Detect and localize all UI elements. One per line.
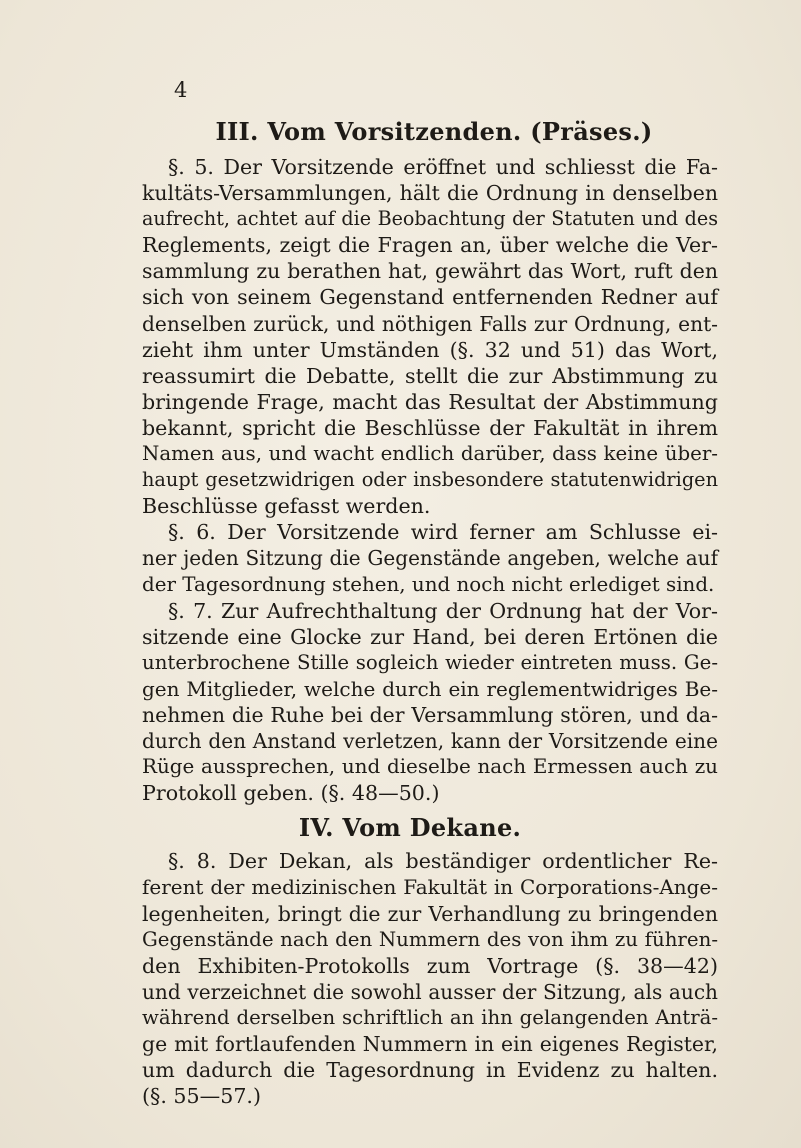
text-line: §. 8. Der Dekan, als beständiger ordentlicher Re-: [168, 849, 718, 874]
text-line: §. 7. Zur Aufrechthaltung der Ordnung hat der Vor-: [168, 598, 718, 623]
text-line: nehmen die Ruhe bei der Versammlung stören, und da-: [142, 702, 718, 727]
text-line: durch den Anstand verletzen, kann der Vorsitzende eine: [142, 729, 718, 754]
section-body-dekane: [142, 848, 718, 1109]
section-heading-vorsitzenden: III. Vom Vorsitzenden. (Präses.): [215, 117, 653, 146]
text-line: Rüge aussprechen, und dieselbe nach Ermessen auch zu: [142, 755, 718, 779]
text-line: sich von seinem Gegenstand entfernenden Redner auf: [142, 285, 718, 310]
text-line: denselben zurück, und nöthigen Falls zur Ordnung, ent-: [142, 311, 718, 336]
text-line: und verzeichnet die sowohl ausser der Sitzung, als auch: [142, 979, 718, 1004]
text-line: Protokoll geben. (§. 48—50.): [142, 781, 440, 806]
text-line: §. 6. Der Vorsitzende wird ferner am Schlusse ei-: [168, 520, 718, 545]
text-line: kultäts-Versammlungen, hält die Ordnung in denselben: [142, 181, 718, 206]
text-line: ner jeden Sitzung die Gegenstände angeben, welche auf: [142, 546, 718, 571]
text-line: Beschlüsse gefasst werden.: [142, 494, 431, 519]
text-line: der Tagesordnung stehen, und noch nicht erlediget sind.: [142, 572, 715, 596]
text-line: gen Mitglieder, welche durch ein reglementwidriges Be-: [142, 676, 718, 701]
text-line: §. 5. Der Vorsitzende eröffnet und schliesst die Fa-: [168, 155, 718, 179]
text-line: unterbrochene Stille sogleich wieder eintreten muss. Ge-: [142, 650, 718, 674]
text-line: ferent der medizinischen Fakultät in Corporations-Ange-: [142, 875, 718, 900]
text-line: haupt gesetzwidrigen oder insbesondere statutenwidrigen: [142, 468, 718, 492]
text-line: Gegenstände nach den Nummern des von ihm zu führen-: [142, 927, 718, 951]
text-line: Reglements, zeigt die Fragen an, über welche die Ver-: [142, 233, 718, 258]
text-line: Namen aus, und wacht endlich darüber, dass keine über-: [142, 442, 718, 466]
text-line: reassumirt die Debatte, stellt die zur Abstimmung zu: [142, 363, 718, 388]
section-heading-dekane: IV. Vom Dekane.: [298, 813, 522, 843]
text-line: ge mit fortlaufenden Nummern in ein eigenes Register,: [142, 1032, 718, 1056]
text-line: den Exhibiten-Protokolls zum Vortrage (§. 38—42): [142, 953, 718, 978]
text-line: während derselben schriftlich an ihn gelangenden Anträ-: [142, 1005, 718, 1029]
text-line: sammlung zu berathen hat, gewährt das Wort, ruft den: [142, 259, 718, 284]
text-line: sitzende eine Glocke zur Hand, bei deren Ertönen die: [142, 624, 718, 649]
text-line: zieht ihm unter Umständen (§. 32 und 51) das Wort,: [142, 337, 718, 362]
text-line: bekannt, spricht die Beschlüsse der Fakultät in ihrem: [142, 415, 718, 440]
text-line: bringende Frage, macht das Resultat der Abstimmung: [142, 389, 718, 414]
page-number: 4: [174, 78, 188, 102]
section-body-vorsitzenden: [142, 154, 718, 806]
text-line: (§. 55—57.): [142, 1084, 262, 1109]
text-line: aufrecht, achtet auf die Beobachtung der Statuten und des: [142, 207, 718, 231]
text-line: legenheiten, bringt die zur Verhandlung zu bringenden: [142, 901, 718, 926]
page-content: [142, 112, 718, 1109]
text-line: um dadurch die Tagesordnung in Evidenz zu halten.: [142, 1058, 718, 1083]
